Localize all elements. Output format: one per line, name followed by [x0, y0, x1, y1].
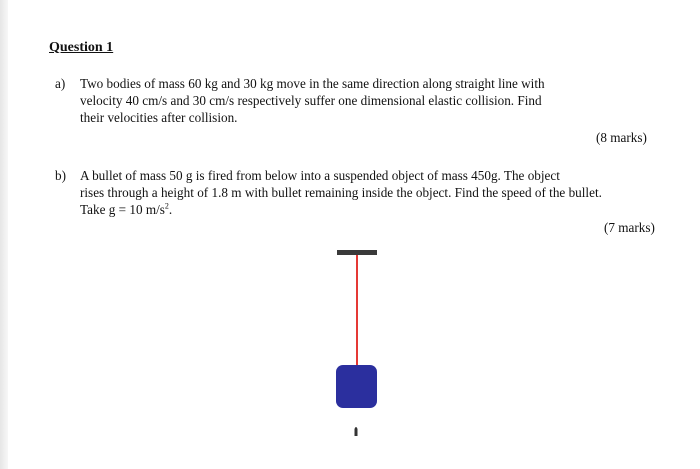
part-b-label: b): [55, 168, 66, 183]
part-b-take-exponent: 2: [164, 201, 169, 211]
part-a-text: [80, 75, 660, 126]
part-a-marks: (8 marks): [596, 130, 647, 145]
part-b-take-period: .: [168, 202, 173, 217]
question-title: Question 1: [49, 40, 114, 55]
bullet-icon: [355, 427, 358, 436]
part-a-line-3: their velocities after collision.: [80, 110, 238, 125]
suspended-block: [336, 365, 377, 408]
ceiling-bar: [337, 250, 377, 255]
part-b-text: [80, 167, 660, 218]
part-a-label: a): [55, 76, 66, 91]
part-a-line-1: Two bodies of mass 60 kg and 30 kg move in the same direction along straight line with: [80, 76, 545, 91]
part-b-line-1: A bullet of mass 50 g is fired from below into a suspended object of mass 450g. The object: [80, 168, 560, 183]
pendulum-diagram: [300, 240, 410, 455]
page-left-shadow: [0, 0, 8, 469]
part-b-line-2: rises through a height of 1.8 m with bullet remaining inside the object. Find the speed of the bullet.: [80, 185, 602, 200]
part-b-line-3: [80, 201, 660, 218]
part-a-line-2: velocity 40 cm/s and 30 cm/s respectively suffer one dimensional elastic collision. Find: [80, 93, 542, 108]
part-b-marks: (7 marks): [604, 220, 655, 235]
part-b-take-text: Take g = 10 m/s: [80, 202, 165, 217]
